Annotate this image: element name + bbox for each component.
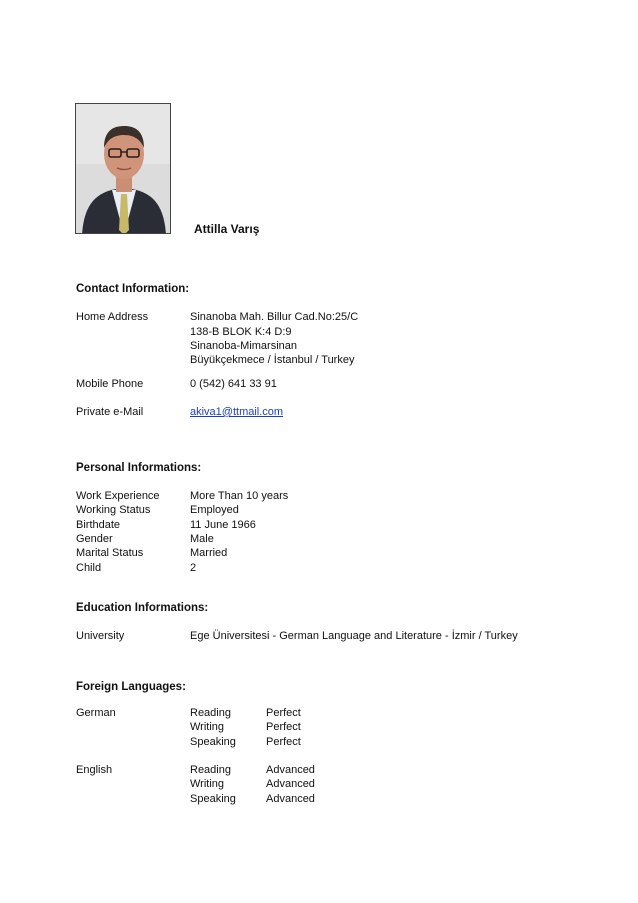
language-skill: Reading <box>190 764 231 776</box>
personal-row-label: Child <box>76 562 102 574</box>
email-link[interactable]: akiva1@ttmail.com <box>190 406 284 418</box>
language-level: Perfect <box>266 721 301 733</box>
language-name: German <box>76 707 116 719</box>
language-level: Advanced <box>266 764 315 776</box>
home-address-line: Büyükçekmece / İstanbul / Turkey <box>190 354 355 366</box>
education-value: Ege Üniversitesi - German Language and Literature - İzmir / Turkey <box>190 630 518 642</box>
home-address-label: Home Address <box>76 311 149 323</box>
language-level: Advanced <box>266 793 315 805</box>
home-address-line: Sinanoba-Mimarsinan <box>190 340 297 352</box>
email-label: Private e-Mail <box>76 406 144 418</box>
education-heading: Education Informations: <box>76 602 209 614</box>
language-skill: Writing <box>190 778 225 790</box>
personal-row-label: Gender <box>76 533 113 545</box>
personal-row-value: Married <box>190 547 228 559</box>
personal-heading: Personal Informations: <box>76 462 202 474</box>
language-skill: Speaking <box>190 793 236 805</box>
mobile-phone-value: 0 (542) 641 33 91 <box>190 378 277 390</box>
education-label: University <box>76 630 125 642</box>
home-address-line: Sinanoba Mah. Billur Cad.No:25/C <box>190 311 359 323</box>
personal-row-value: Male <box>190 533 214 545</box>
personal-row-label: Working Status <box>76 504 151 516</box>
contact-heading: Contact Information: <box>76 283 190 295</box>
personal-row-value: 11 June 1966 <box>190 519 256 531</box>
profile-photo <box>75 103 171 234</box>
language-skill: Writing <box>190 721 225 733</box>
personal-row-value: More Than 10 years <box>190 490 289 502</box>
personal-row-value: 2 <box>190 562 197 574</box>
mobile-phone-label: Mobile Phone <box>76 378 144 390</box>
personal-row-value: Employed <box>190 504 239 516</box>
language-level: Perfect <box>266 736 301 748</box>
personal-row-label: Work Experience <box>76 490 160 502</box>
portrait-image <box>76 104 171 234</box>
personal-row-label: Birthdate <box>76 519 121 531</box>
person-name: Attilla Varış <box>194 222 260 236</box>
home-address-line: 138-B BLOK K:4 D:9 <box>190 326 292 338</box>
languages-heading: Foreign Languages: <box>76 681 186 693</box>
language-level: Advanced <box>266 778 315 790</box>
language-skill: Reading <box>190 707 231 719</box>
language-name: English <box>76 764 113 776</box>
language-level: Perfect <box>266 707 301 719</box>
language-skill: Speaking <box>190 736 236 748</box>
personal-row-label: Marital Status <box>76 547 144 559</box>
